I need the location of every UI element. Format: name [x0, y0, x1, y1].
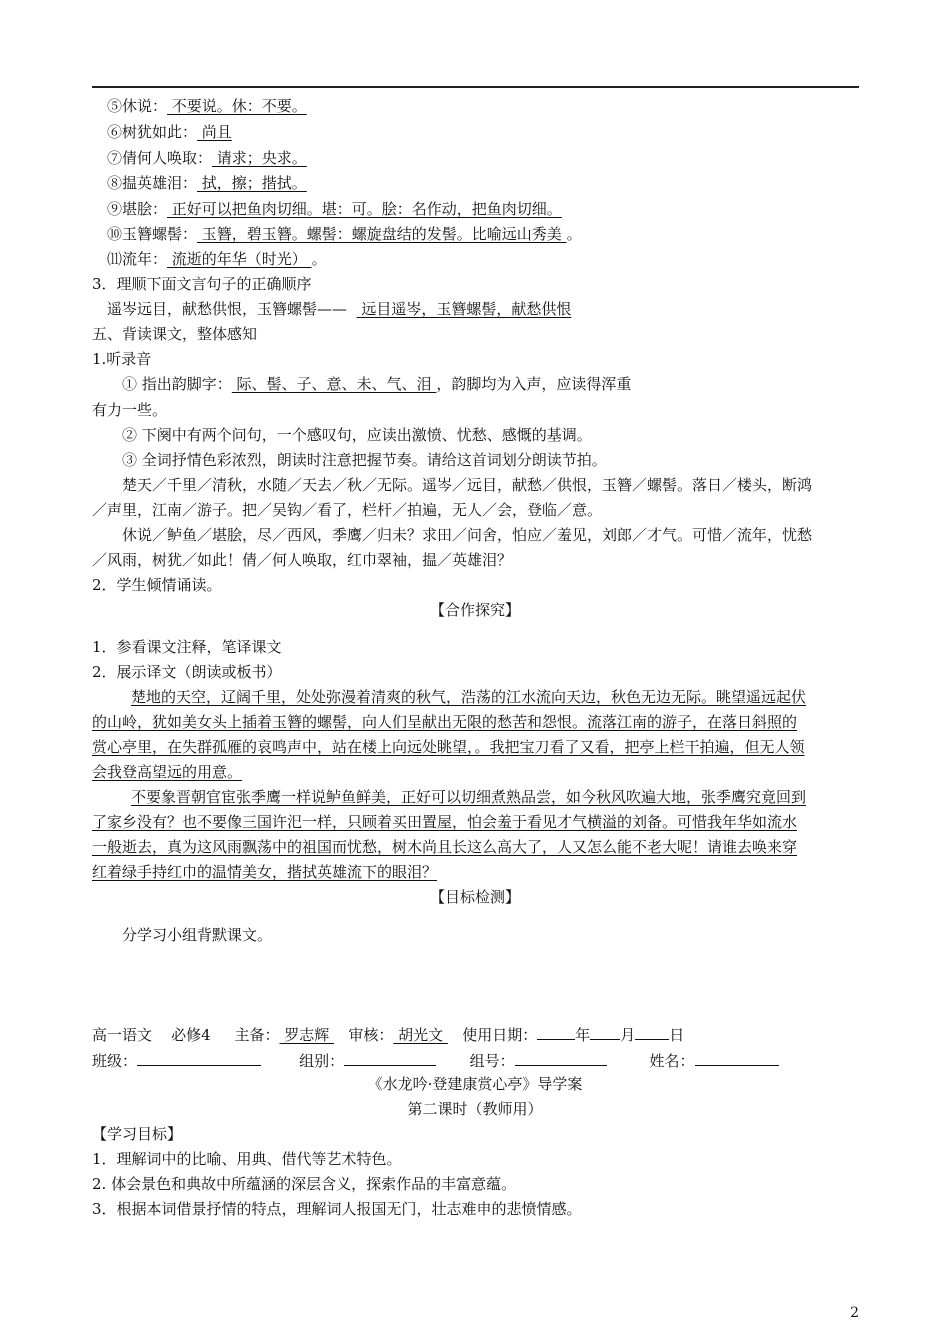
- student-info-row: 班级： 组别： 组号： 姓名：: [92, 1049, 779, 1071]
- vocab-item-5: ⑤休说： 不要说。休：不要。: [107, 97, 307, 115]
- rhythm-line-1: 楚天／千里／清秋，水随／天去／秋／无际。遥岑／远目，献愁／供恨，玉簪／螺髻。落日／楼头，断鸿: [122, 476, 813, 494]
- coop-item-1: 1．参看课文注释，笔译课文: [92, 638, 282, 656]
- check-title: 【目标检测】: [429, 888, 520, 906]
- translation-line-8: 红着绿手持红巾的温情美女，揩拭英雄流下的眼泪？: [92, 863, 438, 881]
- group-number-field[interactable]: [515, 1049, 607, 1066]
- lesson-title: 《水龙吟·登建康赏心亭》导学案: [367, 1075, 583, 1093]
- check-text: 分学习小组背默课文。: [122, 926, 273, 944]
- vocab-item-8: ⑧揾英雄泪： 拭，擦；揩拭。: [107, 174, 307, 192]
- lesson-subtitle: 第二课时（教师用）: [407, 1100, 543, 1118]
- vocab-item-7: ⑦倩何人唤取： 请求；央求。: [107, 149, 307, 167]
- section5-heading: 五、背读课文，整体感知: [92, 325, 258, 343]
- rhyme-cont: 有力一些。: [92, 401, 168, 419]
- translation-line-4: 会我登高望远的用意。: [92, 763, 243, 781]
- order-question: 遥岑远目，献愁供恨，玉簪螺髻—— 远目遥岑，玉簪螺髻，献愁供恨: [107, 300, 572, 318]
- page-number: 2: [850, 1305, 859, 1321]
- translation-line-6: 了家乡没有？也不要像三国许汜一样，只顾着买田置屋，怕会羞于看见才气横溢的刘备。可惜我年华如流水: [92, 813, 798, 831]
- group-field[interactable]: [344, 1049, 436, 1066]
- rhythm-line-2: ／声里，江南／游子。把／吴钩／看了，栏杆／拍遍，无人／会，登临／意。: [92, 501, 603, 519]
- goals-heading: 【学习目标】: [92, 1125, 183, 1143]
- goal-2: 2. 体会景色和典故中所蕴涵的深层含义，探索作品的丰富意蕴。: [92, 1175, 517, 1193]
- vocab-item-11: ⑾流年： 流逝的年华（时光） 。: [107, 250, 327, 268]
- lesson-info-row: 高一语文 必修4 主备： 罗志辉 审核： 胡光文 使用日期： 年 月 日: [92, 1023, 684, 1045]
- translation-line-2: 的山岭，犹如美女头上插着玉簪的螺髻，向人们呈献出无限的愁苦和怨恨。流落江南的游子，在落日斜照的: [92, 713, 798, 731]
- vocab-item-9: ⑨堪脍： 正好可以把鱼肉切细。堪：可。脍：名作动，把鱼肉切细。: [107, 200, 562, 218]
- rhythm-line-4: ／风雨，树犹／如此！倩／何人唤取，红巾翠袖，揾／英雄泪？: [92, 551, 513, 569]
- vocab-item-6: ⑥树犹如此： 尚且: [107, 123, 232, 141]
- listen-item: 1.听录音: [92, 350, 152, 368]
- coop-item-2: 2．展示译文（朗读或板书）: [92, 663, 282, 681]
- translation-line-1: 楚地的天空，辽阔千里，处处弥漫着清爽的秋气，浩荡的江水流向天边，秋色无边无际。眺望遥远起伏: [131, 688, 807, 706]
- header-rule: [92, 86, 859, 88]
- reading-point-2: ② 下阕中有两个问句，一个感叹句，应读出激愤、忧愁、感慨的基调。: [122, 426, 592, 444]
- name-field[interactable]: [695, 1049, 779, 1066]
- translation-line-3: 赏心亭里，在失群孤雁的哀鸣声中，站在楼上向远处眺望，。我把宝刀看了又看，把亭上栏干拍遍，但无人领: [92, 738, 805, 756]
- goal-3: 3．根据本词借景抒情的特点，理解词人报国无门，壮志难申的悲愤情感。: [92, 1200, 582, 1218]
- order-heading: 3．理顺下面文言句子的正确顺序: [92, 275, 312, 293]
- goal-1: 1．理解词中的比喻、用典、借代等艺术特色。: [92, 1150, 402, 1168]
- rhythm-line-3: 休说／鲈鱼／堪脍，尽／西风，季鹰／归未？求田／问舍，怕应／羞见，刘郎／才气。可惜／流年，忧愁: [122, 526, 813, 544]
- reading-point-3: ③ 全词抒情色彩浓烈，朗读时注意把握节奏。请给这首词划分朗读节拍。: [122, 451, 607, 469]
- translation-line-7: 一般逝去，真为这风雨飘荡中的祖国而忧愁，树木尚且长这么高大了，人又怎么能不老大呢！请谁去唤来穿: [92, 838, 798, 856]
- coop-title: 【合作探究】: [429, 601, 520, 619]
- rhyme-question: ① 指出韵脚字： 际、髻、子、意、未、气、泪 ，韵脚均为入声，应读得浑重: [122, 375, 632, 393]
- vocab-item-10: ⑩玉簪螺髻： 玉簪，碧玉簪。螺髻：螺旋盘结的发髻。比喻远山秀美 。: [107, 225, 582, 243]
- translation-line-5: 不要象晋朝官宦张季鹰一样说鲈鱼鲜美，正好可以切细煮熟品尝，如今秋风吹遍大地，张季鹰究竟回到: [131, 788, 807, 806]
- class-field[interactable]: [137, 1049, 261, 1066]
- recite-item: 2．学生倾情诵读。: [92, 576, 222, 594]
